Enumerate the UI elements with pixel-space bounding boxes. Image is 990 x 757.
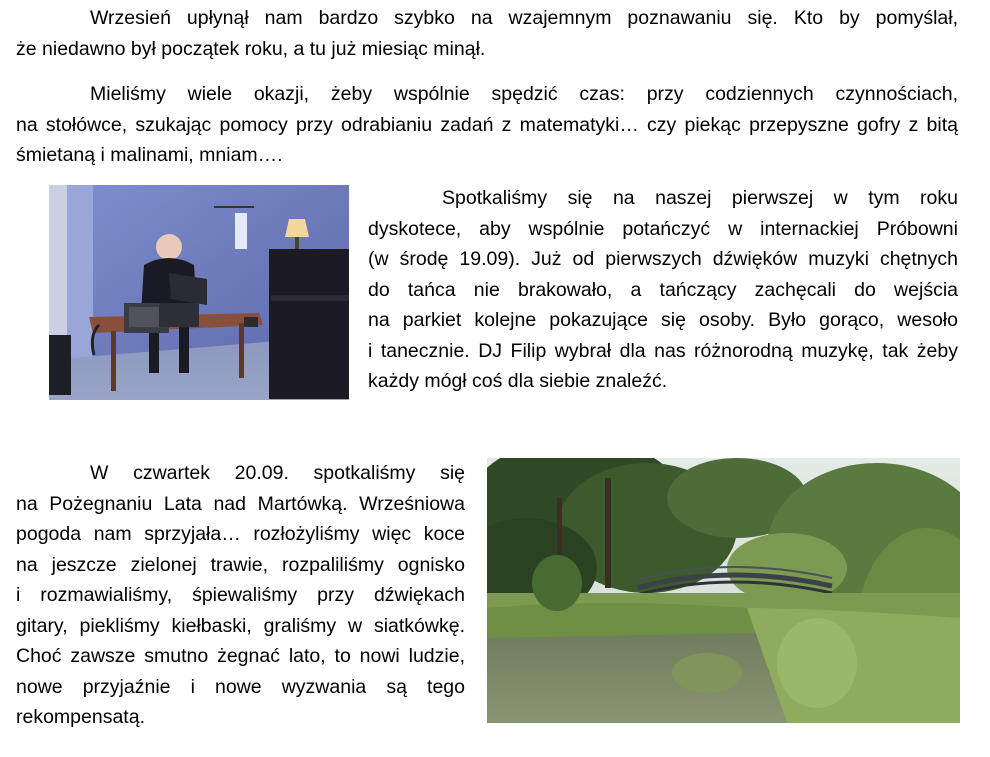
- paragraph-september-intro: [16, 3, 958, 64]
- text-line: i rozmawialiśmy, śpiewaliśmy przy dźwiękach: [16, 584, 465, 606]
- text-line: Choć zawsze smutno żegnać lato, to nowi ludzie,: [16, 645, 465, 667]
- text-line: że niedawno był początek roku, a tu już miesiąc minął.: [16, 37, 486, 60]
- text-line: pogoda nam sprzyjała… rozłożyliśmy więc koce: [16, 523, 465, 545]
- text-line: dyskotece, aby wspólnie potańczyć w internackiej Próbowni: [368, 217, 958, 240]
- text-line: rekompensatą.: [16, 706, 145, 728]
- text-line: na Pożegnaniu Lata nad Martówką. Wrześniowa: [16, 492, 465, 515]
- dj-photo: [49, 185, 349, 400]
- text-line: do tańca nie brakowało, a tańczący zachęcali do wejścia: [368, 278, 958, 301]
- text-line: na jeszcze zielonej trawie, rozpaliliśmy ognisko: [16, 553, 465, 576]
- text-line: każdy mógł coś dla siebie znaleźć.: [368, 370, 668, 392]
- text-line: Spotkaliśmy się na naszej pierwszej w tym roku: [442, 187, 958, 209]
- paragraph-disco: [368, 183, 958, 397]
- paragraph-summer-farewell: [16, 458, 465, 733]
- river-bridge-photo: [487, 458, 960, 723]
- text-line: Wrzesień upłynął nam bardzo szybko na wzajemnym poznawaniu się. Kto by pomyślał,: [90, 7, 958, 29]
- text-line: śmietaną i malinami, mniam….: [16, 144, 283, 166]
- text-line: nowe przyjaźnie i nowe wyzwania są tego: [16, 675, 465, 698]
- paragraph-activities: [16, 79, 958, 171]
- text-line: W czwartek 20.09. spotkaliśmy się: [90, 462, 465, 484]
- text-line: na stołówce, szukając pomocy przy odrabianiu zadań z matematyki… czy piekąc przepyszne gofry z bitą: [16, 113, 958, 136]
- river-bridge-photo-image: [487, 458, 960, 723]
- text-line: Mieliśmy wiele okazji, żeby wspólnie spędzić czas: przy codziennych czynnościach,: [90, 83, 958, 105]
- text-line: gitary, piekliśmy kiełbaski, graliśmy w siatkówkę.: [16, 614, 465, 637]
- dj-photo-image: [49, 185, 349, 400]
- text-line: na parkiet kolejne pokazujące się osoby. Było gorąco, wesoło: [368, 309, 958, 331]
- text-line: i tanecznie. DJ Filip wybrał dla nas różnorodną muzykę, tak żeby: [368, 339, 958, 362]
- text-line: (w środę 19.09). Już od pierwszych dźwięków muzyki chętnych: [368, 248, 958, 270]
